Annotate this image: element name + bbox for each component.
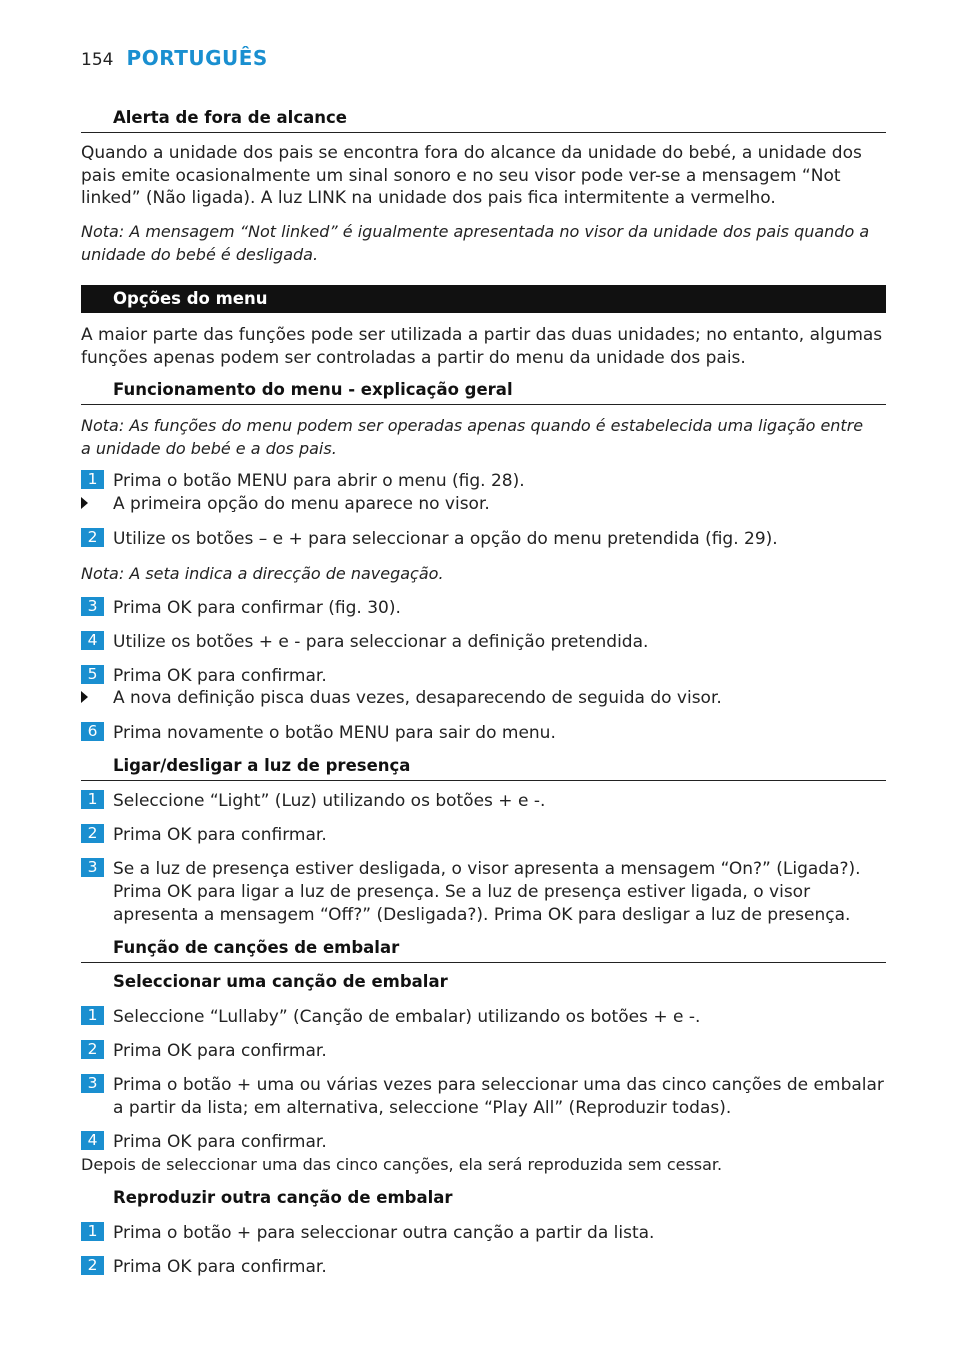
step-text: Prima novamente o botão MENU para sair do menu. [113, 723, 556, 743]
result-text: A primeira opção do menu aparece no visor. [113, 494, 490, 514]
paragraph-out-of-range: Quando a unidade dos pais se encontra fora do alcance da unidade do bebé, a unidade dos pais emite ocasionalmente um sinal sonoro e no seu visor pode ver-se a mensagem “Not linked” (Não ligada). A luz LINK na unidade dos pais fica intermitente a vermelho. [81, 143, 862, 208]
step-text: Utilize os botões + e - para seleccionar a definição pretendida. [113, 632, 649, 652]
triangle-bullet-icon [81, 497, 88, 509]
step-number: 5 [81, 665, 104, 684]
heading-lullaby-function: Função de canções de embalar [113, 938, 400, 957]
step-number: 2 [81, 1040, 104, 1059]
step-item [81, 1006, 886, 1029]
heading-rule [81, 780, 886, 781]
step-text: Prima o botão + para seleccionar outra canção a partir da lista. [113, 1223, 655, 1243]
step-number: 2 [81, 1256, 104, 1275]
note-arrow: Nota: A seta indica a direcção de navegação. [81, 564, 444, 583]
heading-out-of-range: Alerta de fora de alcance [113, 108, 347, 127]
heading-rule [81, 404, 886, 405]
step-text: Seleccione “Light” (Luz) utilizando os botões + e -. [113, 791, 546, 811]
step-item [81, 722, 886, 745]
result-item [81, 493, 886, 516]
page-header [81, 46, 268, 70]
language-title: PORTUGUÊS [126, 46, 268, 70]
step-text: Prima OK para confirmar. [113, 825, 327, 845]
step-number: 3 [81, 858, 104, 877]
step-text: Prima o botão + uma ou várias vezes para seleccionar uma das cinco canções de embalar a partir da lista; em alternativa, seleccione “Play All” (Reproduzir todas). [113, 1075, 884, 1118]
triangle-bullet-icon [81, 691, 88, 703]
step-item [81, 665, 886, 688]
step-number: 3 [81, 597, 104, 616]
subheading-play-another: Reproduzir outra canção de embalar [113, 1188, 453, 1207]
heading-night-light: Ligar/desligar a luz de presença [113, 756, 411, 775]
step-number: 1 [81, 470, 104, 489]
step-text: Utilize os botões – e + para seleccionar a opção do menu pretendida (fig. 29). [113, 529, 778, 549]
step-number: 2 [81, 824, 104, 843]
step-text: Prima OK para confirmar. [113, 1041, 327, 1061]
step-text: Prima OK para confirmar. [113, 666, 327, 686]
step-item [81, 631, 886, 654]
step-number: 1 [81, 1006, 104, 1025]
subheading-select-lullaby: Seleccionar uma canção de embalar [113, 972, 448, 991]
step-number: 1 [81, 1222, 104, 1241]
note-menu-link: Nota: As funções do menu podem ser operadas apenas quando é estabelecida uma ligação entre a unidade do bebé e a dos pais. [81, 416, 864, 458]
note-not-linked: Nota: A mensagem “Not linked” é igualmente apresentada no visor da unidade dos pais quando a unidade do bebé é desligada. [81, 222, 870, 264]
heading-rule [81, 962, 886, 963]
step-number: 3 [81, 1074, 104, 1093]
step-text: Se a luz de presença estiver desligada, o visor apresenta a mensagem “On?” (Ligada?). Prima OK para ligar a luz de presença. Se a luz de presença estiver ligada, o visor apresenta a mensagem “Off?” (Desligada?). Prima OK para desligar a luz de presença. [113, 859, 861, 925]
page-number: 154 [81, 50, 114, 70]
step-number: 6 [81, 722, 104, 741]
step-text: Prima OK para confirmar. [113, 1257, 327, 1277]
step-item [81, 1256, 886, 1279]
paragraph-menu-options: A maior parte das funções pode ser utilizada a partir das duas unidades; no entanto, algumas funções apenas podem ser controladas a partir do menu da unidade dos pais. [81, 325, 883, 368]
section-band-menu-options [81, 285, 886, 313]
result-text: A nova definição pisca duas vezes, desaparecendo de seguida do visor. [113, 688, 722, 708]
step-item [81, 597, 886, 620]
step-item [81, 470, 886, 493]
step-item [81, 858, 886, 927]
step-item [81, 1040, 886, 1063]
step-item [81, 1074, 886, 1120]
step-number: 1 [81, 790, 104, 809]
step-number: 4 [81, 1131, 104, 1150]
step-item [81, 1131, 886, 1154]
step-item [81, 824, 886, 847]
heading-menu-operation: Funcionamento do menu - explicação geral [113, 380, 513, 399]
step-number: 2 [81, 528, 104, 547]
step-text: Prima OK para confirmar. [113, 1132, 327, 1152]
step-text: Prima o botão MENU para abrir o menu (fig. 28). [113, 471, 525, 491]
step-number: 4 [81, 631, 104, 650]
step-item [81, 790, 886, 813]
result-item [81, 687, 886, 710]
heading-rule [81, 132, 886, 133]
section-title: Opções do menu [113, 289, 268, 308]
step-text: Prima OK para confirmar (fig. 30). [113, 598, 401, 618]
paragraph-continuous-play: Depois de seleccionar uma das cinco canções, ela será reproduzida sem cessar. [81, 1155, 723, 1174]
step-text: Seleccione “Lullaby” (Canção de embalar) utilizando os botões + e -. [113, 1007, 701, 1027]
step-item [81, 528, 886, 551]
step-item [81, 1222, 886, 1245]
